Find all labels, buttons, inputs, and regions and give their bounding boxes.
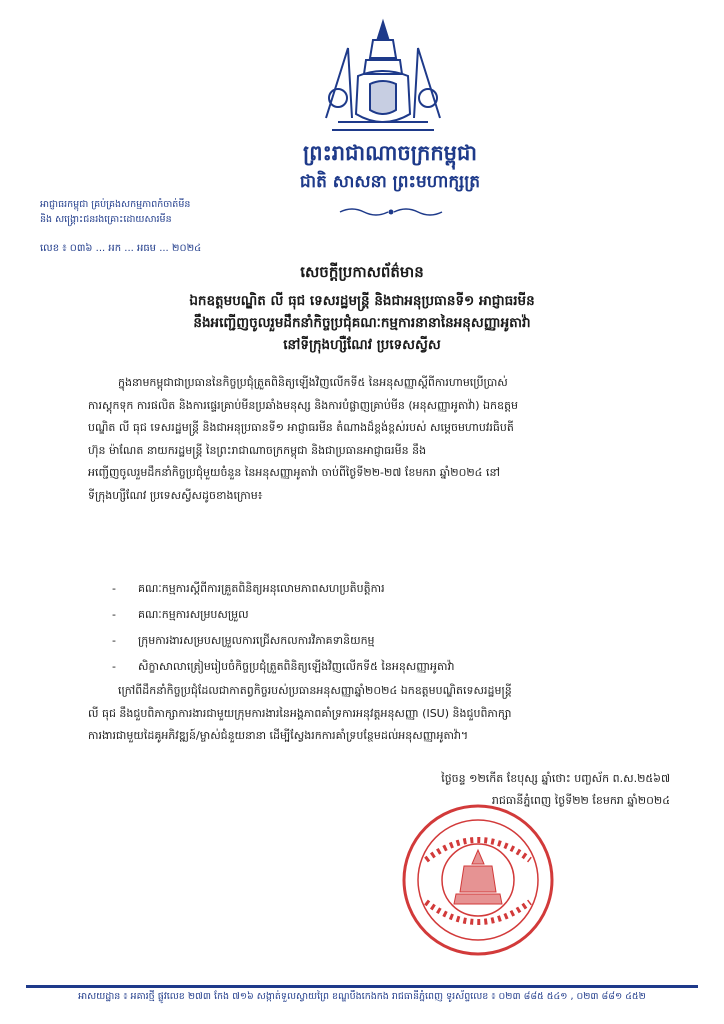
reference-number: លេខ ៖ ០៣៦ ... អក ... អធម ... ២០២៤	[40, 243, 202, 254]
paragraph-line: ទីក្រុងហ្សឺណែវ ប្រទេសស្វីសដូចខាងក្រោម៖	[88, 488, 263, 502]
paragraph-line: ហ៊ុន ម៉ាណែត នាយករដ្ឋមន្ត្រី នៃព្រះរាជាណាចក្រកម្ពុជា និងជាប្រធានអាជ្ញាធរមីន នឹង	[88, 443, 427, 457]
footer-divider	[26, 985, 698, 988]
headline-line: នៅទីក្រុងហ្សឺណែវ ប្រទេសស្វីស	[283, 337, 441, 353]
kingdom-title: ព្រះរាជាណាចក្រកម្ពុជា	[302, 140, 477, 165]
paragraph-line: ការស្តុកទុក ការផលិត និងការផ្ទេរគ្រាប់មីនប្រឆាំងមនុស្ស និងការបំផ្លាញគ្រាប់មីន (អនុសញ្ញាអូតាវ៉ា) ឯកឧត្តម	[88, 398, 518, 412]
bullet-mark: -	[112, 634, 116, 647]
list-item	[112, 576, 652, 602]
bullet-mark: -	[112, 582, 116, 595]
headline	[110, 290, 614, 356]
bullet-mark: -	[112, 660, 116, 673]
bullet-mark: -	[112, 608, 116, 621]
headline-line: នឹងអញ្ជើញចូលរួមដឹកនាំកិច្ចប្រជុំគណៈកម្មការនានានៃអនុសញ្ញាអូតាវ៉ា	[193, 315, 531, 331]
royal-coat-of-arms-icon	[318, 18, 448, 136]
official-seal-icon	[398, 800, 558, 960]
meeting-list	[112, 576, 652, 680]
solar-date: រាជធានីភ្នំពេញ ថ្ងៃទី២២ ខែមករា ឆ្នាំ២០២៤	[491, 794, 670, 807]
list-item	[112, 654, 652, 680]
list-item-text: សិក្ខាសាលាត្រៀមរៀបចំកិច្ចប្រជុំត្រួតពិនិត្យឡើងវិញលើកទី៥ នៃអនុសញ្ញាអូតាវ៉ា	[138, 660, 455, 673]
list-item-text: ក្រុមការងារសម្របសម្រួលការជ្រើសកលការវិភាគទានិយកម្ម	[138, 634, 375, 647]
decorative-divider-icon	[338, 206, 444, 218]
footer-address: អាសយដ្ឋាន ៖ អគារថ្មី ផ្លូវលេខ ២៧៣ កែង ៧១៦ សង្កាត់ទួលស្វាយព្រៃ ខណ្ឌបឹងកេងកង រាជធានីភ្នំពេញ ទូរស័ព្ទលេខ ៖ ០២៣ ៨៨៥ ៥៤១ , ០២៣ ៨៨១ ៤៥២	[78, 991, 646, 1002]
lunar-date: ថ្ងៃចន្ទ ១២កើត ខែបុស្ស ឆ្នាំថោះ បញ្ចស័ក ព.ស.២៥៦៧	[441, 772, 670, 785]
paragraph-2	[88, 680, 668, 748]
headline-line: ឯកឧត្តមបណ្ឌិត លី ធុជ ទេសរដ្ឋមន្ត្រី និងជាអនុប្រធានទី១ អាជ្ញាធរមីន	[189, 293, 535, 309]
issuing-authority	[40, 197, 300, 227]
kingdom-motto: ជាតិ សាសនា ព្រះមហាក្សត្រ	[299, 172, 481, 192]
issuer-line-1: អាជ្ញាធរកម្ពុជា គ្រប់គ្រងសកម្មភាពកំចាត់មីន	[40, 199, 191, 210]
paragraph-line: បណ្ឌិត លី ធុជ ទេសរដ្ឋមន្ត្រី និងជាអនុប្រធានទី១ អាជ្ញាធរមីន តំណាងដ៏ខ្ពង់ខ្ពស់របស់ សម្តេចមហាបវរធិបតី	[88, 421, 514, 434]
paragraph-line: ការងារជាមួយដៃគូអភិវឌ្ឍន៍/ម្ចាស់ជំនួយនានា ដើម្បីស្វែងរកការគាំទ្របន្ថែមដល់អនុសញ្ញាអូតាវ៉ា។	[88, 729, 469, 742]
paragraph-line: លី ធុជ នឹងជួបពិភាក្សាការងារជាមួយក្រុមការងារនៃអង្គភាពគាំទ្រការអនុវត្តអនុសញ្ញា (ISU) និងជួបពិភាក្សា	[88, 706, 512, 720]
paragraph-line: ក្នុងនាមកម្ពុជាជាប្រធាននៃកិច្ចប្រជុំត្រួតពិនិត្យឡើងវិញលើកទី៥ នៃអនុសញ្ញាស្តីពីការហាមប្រើប្រាស់	[118, 376, 508, 389]
issuer-line-2: និង សង្គ្រោះជនរងគ្រោះដោយសារមីន	[40, 214, 172, 225]
list-item-text: គណៈកម្មការសម្របសម្រួល	[138, 608, 249, 621]
list-item-text: គណៈកម្មការស្តីពីការគ្រួតពិនិត្យអនុលោមភាពសហប្រតិបត្តិការ	[138, 582, 385, 595]
document-type: សេចក្តីប្រកាសព័ត៌មាន	[300, 263, 424, 281]
paragraph-1	[88, 372, 668, 507]
paragraph-line: អញ្ជើញចូលរួមដឹកនាំកិច្ចប្រជុំមួយចំនួន នៃអនុសញ្ញាអូតាវ៉ា ចាប់ពីថ្ងៃទី២២-២៧ ខែមករា ឆ្នាំ២០២៤ នៅ	[88, 466, 500, 479]
list-item	[112, 628, 652, 654]
list-item	[112, 602, 652, 628]
paragraph-line: ក្រៅពីដឹកនាំកិច្ចប្រជុំដែលជាកាតព្វកិច្ចរបស់ប្រធានអនុសញ្ញាឆ្នាំ២០២៤ ឯកឧត្តមបណ្ឌិតទេសរដ្ឋមន្ត្រី	[118, 684, 512, 697]
